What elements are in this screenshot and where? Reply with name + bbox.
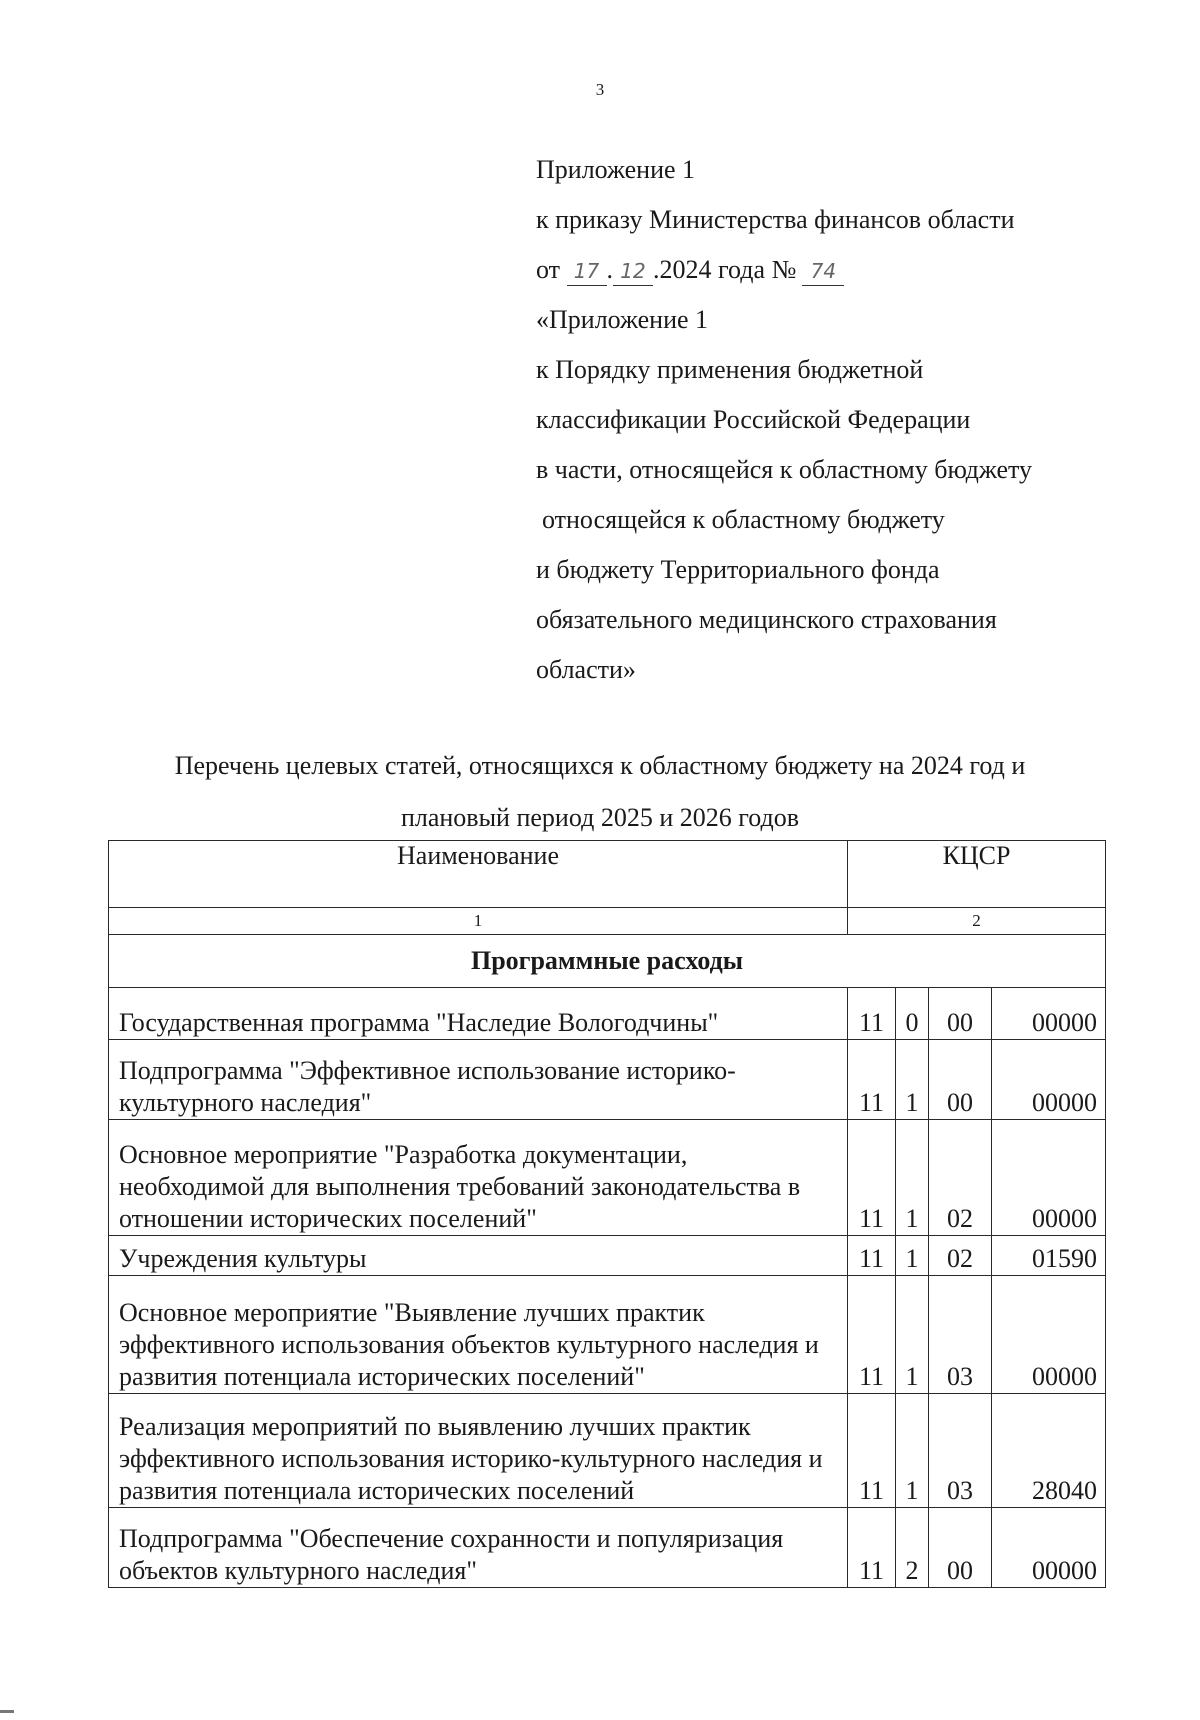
nested-appendix-title: «Приложение 1 <box>536 305 709 334</box>
region-line: области» <box>536 655 636 684</box>
row-code-direction: 28040 <box>992 1394 1106 1508</box>
table-row <box>109 1276 1106 1394</box>
row-code-program: 11 <box>848 1394 896 1508</box>
table-header-row <box>109 841 1106 908</box>
list-title <box>100 740 1100 844</box>
target-articles-table <box>108 840 1106 1588</box>
handwritten-day: 17 <box>567 257 607 286</box>
row-code-direction: 01590 <box>992 1236 1106 1276</box>
table-row <box>109 988 1106 1040</box>
index-code: 2 <box>848 908 1106 935</box>
page-number: 3 <box>595 80 605 99</box>
appendix-title: Приложение 1 <box>536 155 696 184</box>
row-name: Подпрограмма "Эффективное использование историко-культурного наследия" <box>109 1040 848 1120</box>
row-code-direction: 00000 <box>992 1120 1106 1236</box>
row-name: Основное мероприятие "Выявление лучших практик эффективного использования объектов культурного наследия и развития потенциала исторических поселений" <box>109 1276 848 1394</box>
scan-edge-mark <box>0 1710 14 1713</box>
section-title: Программные расходы <box>109 935 1106 988</box>
order-year-label: .2024 года № <box>653 255 797 284</box>
handwritten-order-number: 74 <box>802 257 844 286</box>
row-code-subprogram: 0 <box>896 988 929 1040</box>
row-code-subprogram: 1 <box>896 1120 929 1236</box>
row-name: Подпрограмма "Обеспечение сохранности и популяризация объектов культурного наследия" <box>109 1508 848 1588</box>
header-name: Наименование <box>109 841 848 908</box>
table-row <box>109 1394 1106 1508</box>
row-code-event: 03 <box>929 1276 992 1394</box>
row-code-program: 11 <box>848 1276 896 1394</box>
list-title-line-1: Перечень целевых статей, относящихся к областному бюджету на 2024 год и <box>174 751 1026 780</box>
row-name: Основное мероприятие "Разработка документации, необходимой для выполнения требований законодательства в отношении исторических поселений" <box>109 1120 848 1236</box>
row-code-event: 03 <box>929 1394 992 1508</box>
order-date-prefix: от <box>536 255 561 284</box>
table-row <box>109 1508 1106 1588</box>
index-name: 1 <box>109 908 848 935</box>
row-name: Учреждения культуры <box>109 1236 848 1276</box>
row-code-event: 02 <box>929 1236 992 1276</box>
row-code-subprogram: 1 <box>896 1394 929 1508</box>
table-row <box>109 1040 1106 1120</box>
row-code-program: 11 <box>848 1040 896 1120</box>
order-reference: к приказу Министерства финансов области <box>536 205 1015 234</box>
row-code-program: 11 <box>848 1236 896 1276</box>
row-code-event: 00 <box>929 1040 992 1120</box>
row-code-program: 11 <box>848 988 896 1040</box>
classification-line: классификации Российской Федерации <box>536 405 971 434</box>
table-index-row <box>109 908 1106 935</box>
row-code-direction: 00000 <box>992 1040 1106 1120</box>
appendix-block <box>536 150 1156 700</box>
handwritten-month: 12 <box>613 257 653 286</box>
list-title-line-2: плановый период 2025 и 2026 годов <box>400 803 800 832</box>
table-row <box>109 1120 1106 1236</box>
row-code-program: 11 <box>848 1508 896 1588</box>
row-code-subprogram: 1 <box>896 1276 929 1394</box>
row-name: Реализация мероприятий по выявлению лучших практик эффективного использования историко-культурного наследия и развития потенциала исторических поселений <box>109 1394 848 1508</box>
row-code-event: 00 <box>929 1508 992 1588</box>
budget-part-line: в части, относящейся к областному бюджету <box>536 455 1033 484</box>
row-code-direction: 00000 <box>992 1276 1106 1394</box>
table-row <box>109 1236 1106 1276</box>
budget-part-repeat-line: относящейся к областному бюджету <box>542 505 945 534</box>
date-separator: . <box>606 255 614 284</box>
row-code-subprogram: 1 <box>896 1236 929 1276</box>
row-code-direction: 00000 <box>992 988 1106 1040</box>
procedure-reference: к Порядку применения бюджетной <box>536 355 924 384</box>
row-code-event: 02 <box>929 1120 992 1236</box>
row-code-event: 00 <box>929 988 992 1040</box>
row-code-direction: 00000 <box>992 1508 1106 1588</box>
row-code-subprogram: 2 <box>896 1508 929 1588</box>
row-code-subprogram: 1 <box>896 1040 929 1120</box>
header-code: КЦСР <box>848 841 1106 908</box>
row-name: Государственная программа "Наследие Вологодчины" <box>109 988 848 1040</box>
row-code-program: 11 <box>848 1120 896 1236</box>
fund-line: и бюджету Территориального фонда <box>536 555 940 584</box>
insurance-line: обязательного медицинского страхования <box>536 605 997 634</box>
order-date-line <box>536 250 1156 300</box>
table-section-row <box>109 935 1106 988</box>
